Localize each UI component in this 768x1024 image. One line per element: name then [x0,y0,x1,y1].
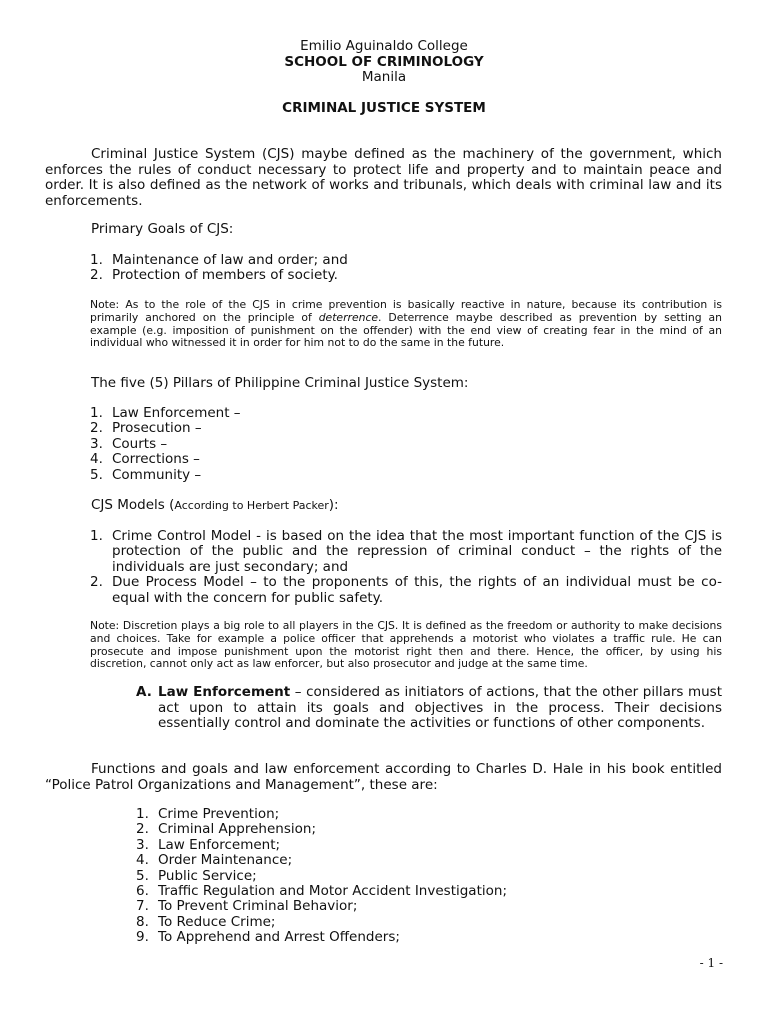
list-number: 4. [136,852,149,869]
list-text: Courts – [112,435,168,452]
section-text: – considered as initiators of actions, that the other pillars must act upon to attain its goals and objectives in the process. Their decisions essentially control and dominate the activities or functions of other components. [158,684,723,731]
list-number: 3. [90,435,103,452]
list-text: Law Enforcement; [158,836,281,853]
list-item [90,253,722,268]
list-text: Order Maintenance; [158,852,293,869]
list-text: Public Service; [158,867,257,884]
list-number: 8. [136,913,149,930]
list-number: 1. [136,806,149,822]
intro-paragraph: Criminal Justice System (CJS) maybe defined as the machinery of the government, which enforces the rules of conduct necessary to protect life and property and to maintain peace and order. It is also defined as the network of works and tribunals, which deals with criminal law and its enforcements. [45,146,722,209]
list-text: To Reduce Crime; [158,913,276,930]
functions-list [136,807,722,946]
list-number: 1. [90,252,103,268]
list-number: 4. [90,451,103,468]
list-number: 1. [90,405,103,421]
list-number: 1. [90,528,103,544]
pillars-heading: The five (5) Pillars of Philippine Criminal Justice System: [91,375,469,391]
list-item [90,529,722,575]
school-name: SCHOOL OF CRIMINOLOGY [284,54,484,70]
models-heading-end: ): [328,497,339,513]
discretion-note: Note: Discretion plays a big role to all players in the CJS. It is defined as the freedom or authority to make decisions and choices. Take for example a police officer that apprehends a motorist who violates a traffic rule. He can prosecute and impose punishment upon the motorist right then and there. Hence, the officer, by using his discretion, cannot only act as law enforcer, but also prosecutor and judge at the same time. [90,619,722,671]
section-label: A. [136,684,152,700]
list-number: 5. [90,466,103,483]
list-item [136,930,722,945]
college-name: Emilio Aguinaldo College [300,38,468,54]
models-heading-main: CJS Models ( [91,497,175,513]
list-number: 6. [136,883,149,900]
note-italic-term: deterrence [318,310,379,324]
list-item [90,452,722,467]
list-item [90,468,722,483]
note-text-after: . Deterrence maybe described as prevention by setting an example (e.g. imposition of punishment on the offender) with the end view of creating fear in the mind of an individual who witnessed it in order for him not to do the same in the future. [90,310,722,350]
list-number: 2. [90,267,103,284]
list-text: Maintenance of law and order; and [112,252,348,268]
list-item [136,899,722,914]
pillars-list [90,406,722,483]
section-body [136,685,722,732]
page-number: - 1 - [699,956,723,970]
list-item [136,869,722,884]
list-item [136,853,722,868]
document-title: CRIMINAL JUSTICE SYSTEM [282,100,486,116]
list-text: To Apprehend and Arrest Offenders; [158,929,400,946]
list-item [136,915,722,930]
list-item [136,807,722,822]
list-item [90,421,722,436]
note-text-before: Note: As to the role of the CJS in crime prevention is basically reactive in nature, because its contribution is primarily anchored on the principle of [90,298,722,324]
list-text: Crime Prevention; [158,806,280,822]
goals-heading: Primary Goals of CJS: [91,221,234,237]
list-text: Law Enforcement – [112,405,241,421]
functions-intro: Functions and goals and law enforcement according to Charles D. Hale in his book entitled “Police Patrol Organizations and Management”, these are: [45,761,722,793]
list-number: 2. [136,821,149,838]
list-item [136,822,722,837]
list-text: To Prevent Criminal Behavior; [158,898,358,915]
list-text: Traffic Regulation and Motor Accident Investigation; [158,883,507,900]
list-item [90,575,722,606]
list-text: Protection of members of society. [112,267,338,284]
list-number: 2. [90,574,103,591]
list-number: 3. [136,836,149,853]
list-item [90,437,722,452]
models-list [90,529,722,606]
list-item [136,838,722,853]
models-heading [91,498,339,514]
list-number: 7. [136,898,149,915]
list-item [90,406,722,421]
list-number: 9. [136,929,149,946]
section-law-enforcement [136,685,722,732]
city-name: Manila [361,69,407,85]
list-item [90,268,722,283]
models-heading-source: According to Herbert Packer [174,499,329,512]
list-text: Corrections – [112,451,200,468]
list-number: 2. [90,420,103,437]
list-text: Due Process Model – to the proponents of this, the rights of an individual must be co-equal with the concern for public safety. [112,574,722,606]
list-text: Community – [112,466,202,483]
deterrence-note [90,299,722,350]
list-text: Crime Control Model - is based on the idea that the most important function of the CJS is protection of the public and the repression of criminal conduct – the rights of the individuals are just secondary; and [112,528,722,575]
list-item [136,884,722,899]
list-text: Criminal Apprehension; [158,821,316,838]
goals-list [90,253,722,284]
list-text: Prosecution – [112,420,202,437]
section-term: Law Enforcement [158,684,291,700]
list-number: 5. [136,867,149,884]
